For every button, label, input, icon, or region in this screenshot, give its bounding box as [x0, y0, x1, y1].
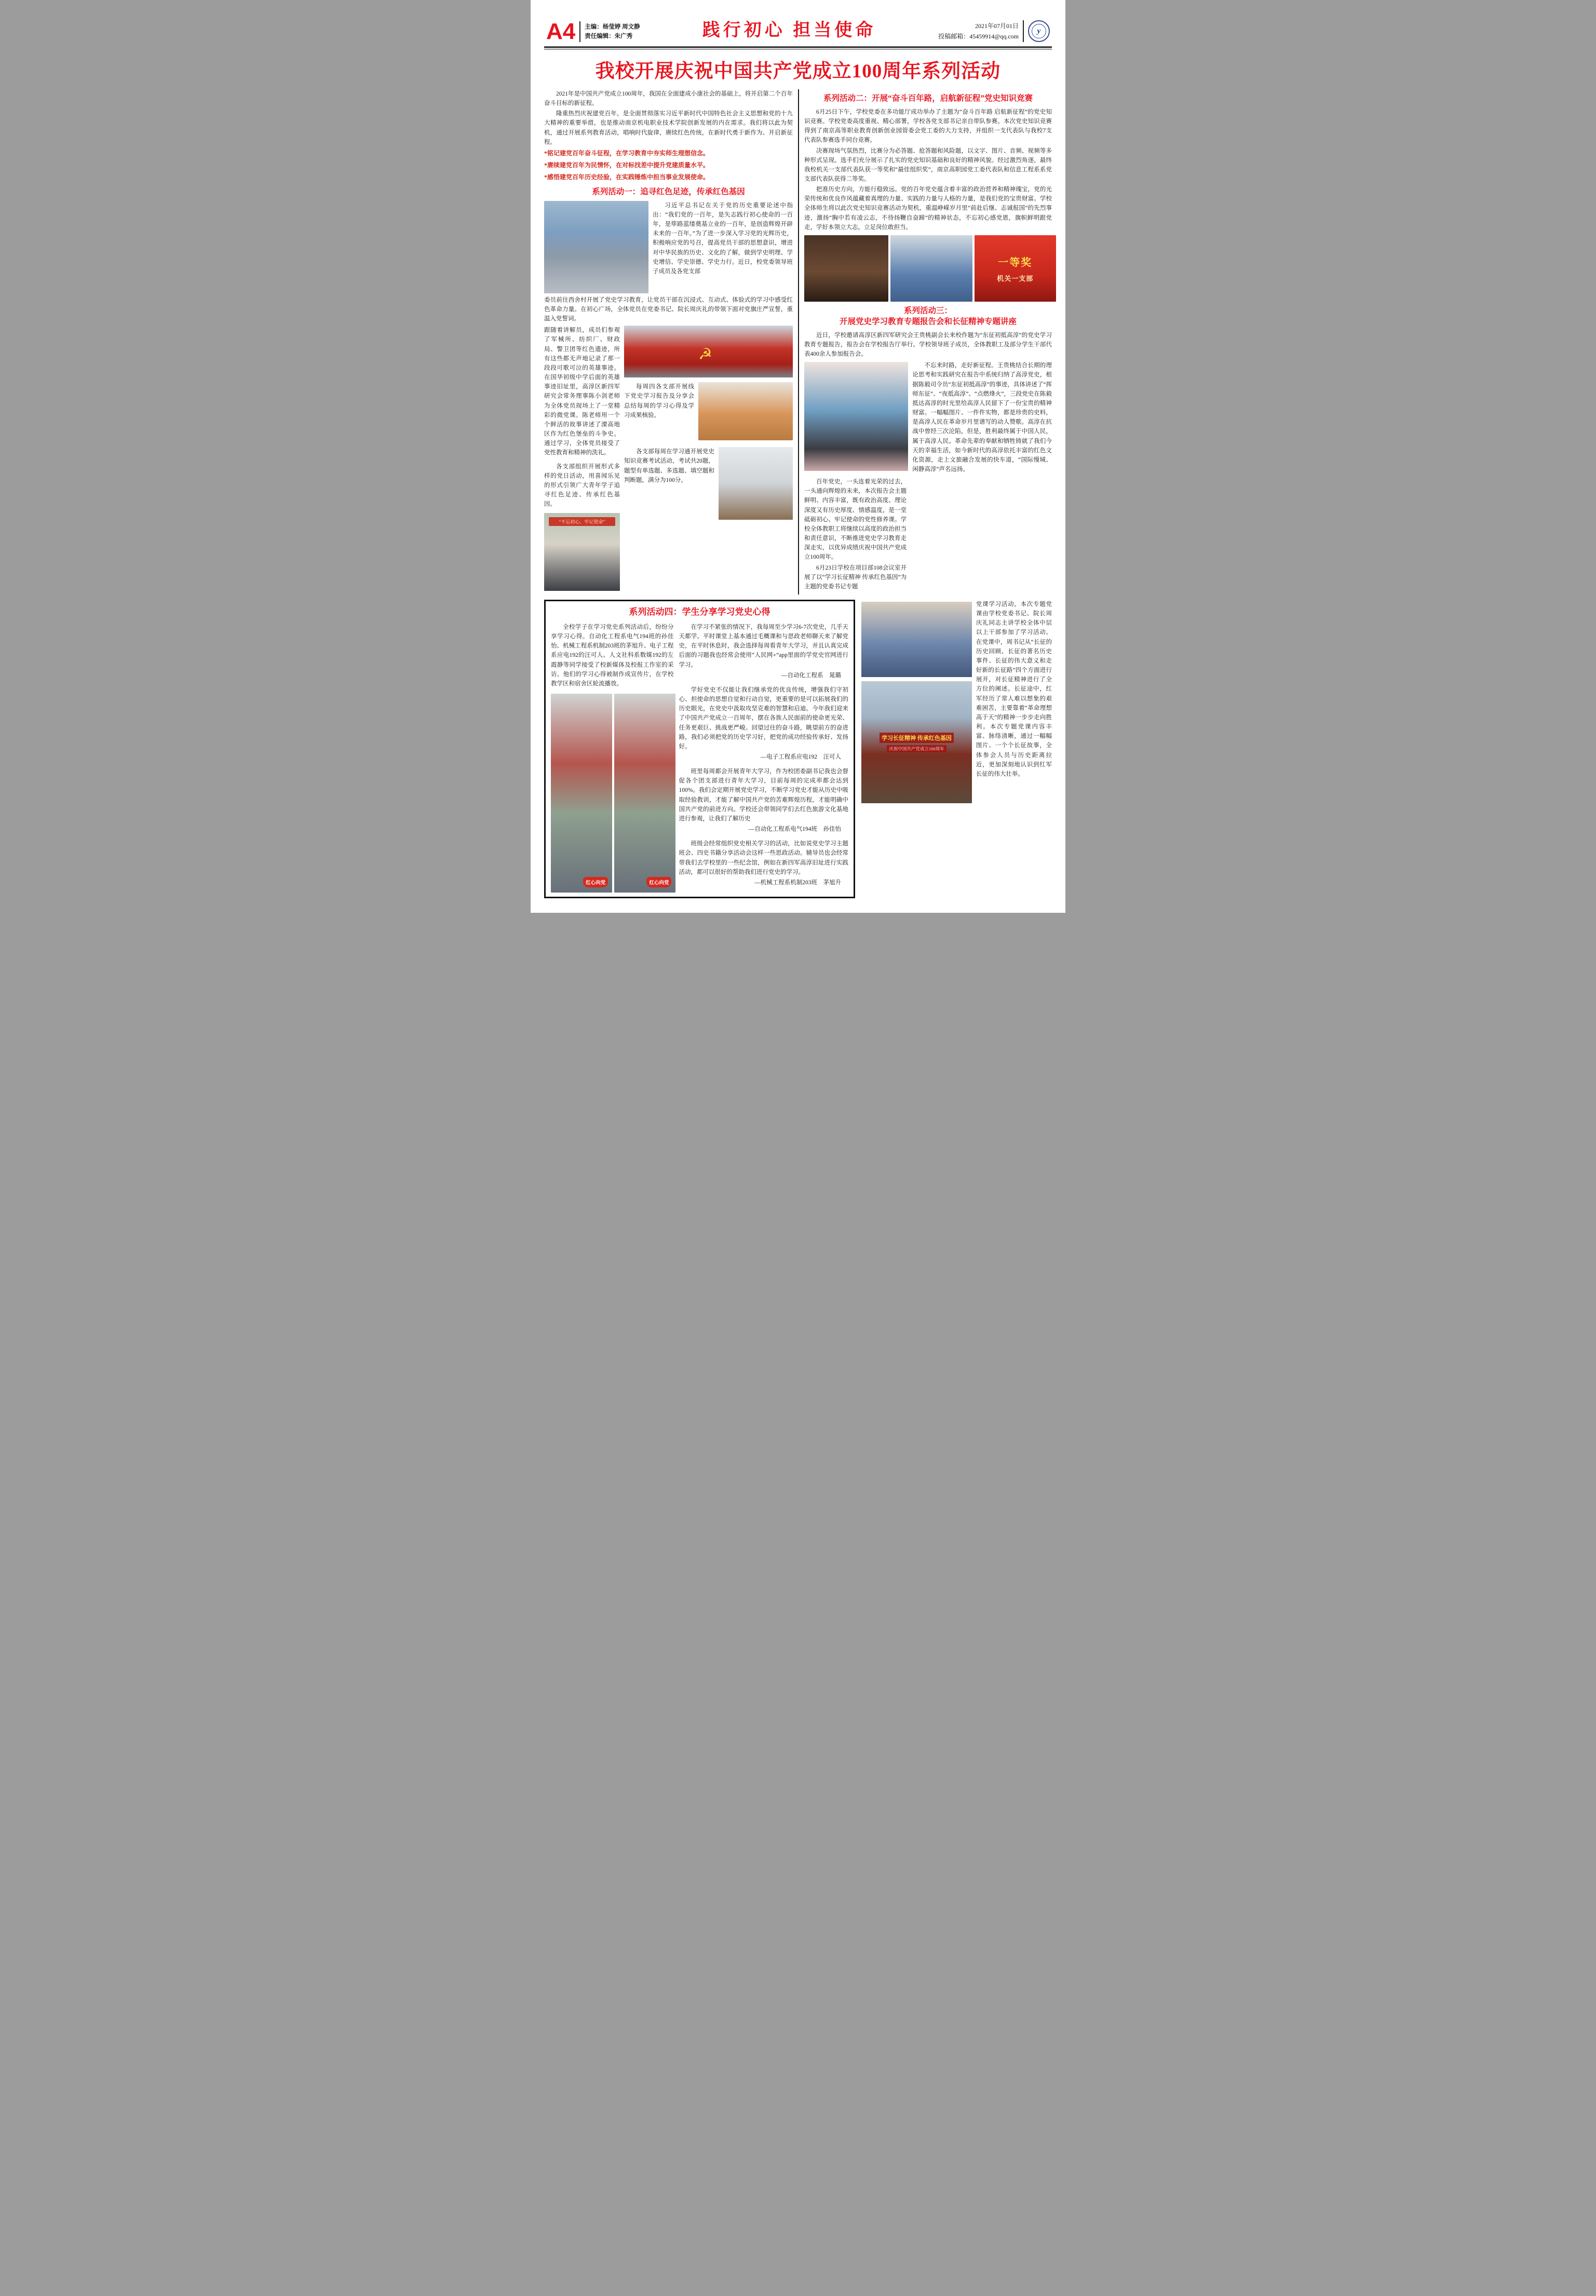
section4-box: [544, 600, 855, 898]
chief-editor-line: 主编：杨莹婷 周文静: [585, 23, 640, 30]
school-logo-glyph: y: [1032, 24, 1046, 38]
section1-title: 系列活动一：追寻红色足迹，传承红色基因: [592, 187, 745, 196]
party-class-block: [861, 600, 1052, 804]
meeting-screen-line2: 庆祝中国共产党成立100周年: [887, 745, 946, 752]
section1-row1: [544, 201, 793, 293]
section1-paragraph-4: 各支部组织开展形式多样的党日活动，用喜闻乐见的形式引领广大青年学子追寻红色足迹、传承红色基因。: [544, 463, 620, 508]
slogan-bullet-1: *铭记建党百年奋斗征程，在学习教育中夯实师生理想信念。: [544, 149, 710, 157]
photo-meeting-room-screen: [861, 681, 972, 803]
meeting-screen-line1: 学习长征精神 传承红色基因: [880, 733, 954, 743]
section3-body-2: [804, 477, 1052, 592]
award-screen-line2: 机关一支部: [997, 274, 1034, 282]
photo-students-studying: [698, 382, 793, 440]
section1-paragraph-3: 跟随着讲解员，成员们参观了军械所、纺织厂、财政局、警卫团等红色遗迹，所有这些都无声地记录了那一段段可歌可泣的英雄事迹。在国华初级中学后面的英雄事迹旧址里，高淳区新四军研究会常务理事陈小剑老师为全体党员现场上了一堂精彩的微党课。陈老师用一个个鲜活的故事讲述了溧高地区作为红色堡垒的斗争史。通过学习，全体党员接受了党性教育和精神的洗礼。: [544, 327, 620, 456]
page-number-label: A4: [546, 19, 576, 45]
section1-paragraph-2: 委员前往西舍村开展了党史学习教育，让党员干部在沉浸式、互动式、体验式的学习中感受红色革命力量。在初心广场，全体党员在党委书记、院长周庆礼的带领下面对党旗庄严宣誓，重温入党誓词。: [544, 296, 793, 322]
section3-paragraph-4a: 6月23日学校在项目部108会议室开展了以“学习长征精神 传承红色基因”为主题的党委书记专题: [804, 564, 907, 590]
section3-body-1: [804, 361, 1052, 475]
section4-paragraph-1: 全校学子在学习党史系列活动后，纷纷分享学习心得。自动化工程系电气194班的孙佳怡、机械工程系机制203班的茅旭升、电子工程系应电192的汪可人、人文社科系数媒192的左霞静等同学接受了校新媒体及校报工作室的采访。他们的学习心得被制作成宣传片，在学校教学区和宿舍区轮流播放。: [551, 624, 674, 687]
stage-backdrop-text: “不忘初心、牢记使命”: [549, 517, 616, 526]
newspaper-page: [531, 0, 1065, 913]
student-quote-1: [679, 623, 848, 680]
issue-date: 2021年07月01日: [975, 22, 1019, 30]
photo-interview-1: [551, 694, 612, 893]
masthead-left: [546, 19, 640, 45]
submission-email: 投稿邮箱：45459914@qq.com: [938, 33, 1019, 40]
section4-title: 系列活动四：学生分享学习党史心得: [629, 607, 770, 617]
school-logo-icon: [1028, 20, 1050, 42]
photo-salute-ceremony: [544, 201, 648, 293]
photo-lecture-speaker: [804, 362, 908, 471]
bottom-right-block: [861, 600, 1052, 898]
masthead-title: 践行初心 担当使命: [702, 21, 876, 40]
student-quote-2-text: 学好党史不仅能让我们继承党的优良传统，增强我们守初心、担使命的思想自觉和行动自觉，更重要的是可以拓展我们的历史眼光，在党史中汲取攻坚克难的智慧和启迪。今年我们迎来了中国共产党成立一百周年，摆在各族人民面前的使命更光荣、任务更艰巨、挑战更严峻。回望过往的奋斗路，眺望前方的奋进路，我们必须把党的历史学习好，把党的成功经验传承好、发扬好。: [679, 686, 849, 750]
photo-stage-activity: [544, 513, 620, 591]
student-quote-3-signature: —自动化工程系电气194班 孙佳怡: [748, 826, 842, 833]
intro-paragraph-2: 隆重热烈庆祝建党百年，是全面贯彻落实习近平新时代中国特色社会主义思想和党的十九大精神的重要举措，也是推动南京机电职业技术学院创新发展的内在需求。我们将以此为契机，通过开展系列教育活动，唱响时代旋律，赓续红色传统，在新时代勇于新作为、开启新征程。: [544, 111, 793, 145]
section3-title-line2: 开展党史学习教育专题报告会和长征精神专题讲座: [839, 317, 1017, 326]
student-quote-2-signature: —电子工程系应电192 汪可人: [760, 753, 842, 760]
student-quote-4-text: 班级会经常组织党史相关学习的活动，比如说党史学习主题班会、四史书籍分享活动会这样一些思政活动。辅导员也会经常带我们去学校里的一些纪念馆，例如在新四军高淳旧址进行实践活动，都可以很好的帮助我们进行党史的学习。: [679, 841, 849, 875]
section2-photo-row: [804, 235, 1052, 302]
photo-classroom-report: [719, 447, 793, 520]
section1-row4: [624, 447, 793, 520]
main-columns: [544, 89, 1052, 595]
section1-row3: [624, 382, 793, 440]
student-quote-4: [679, 839, 848, 887]
photo-contest-audience: [890, 235, 972, 302]
hammer-sickle-icon: ☭: [698, 346, 712, 363]
left-column: [544, 89, 798, 595]
section1-narrow-subcolumn: [544, 326, 620, 591]
section1-paragraph-5: 每周四各支部开展线下党史学习报告及分享会总结每周的学习心得及学习成果核验。: [624, 384, 695, 418]
section3-title-line1: 系列活动三：: [903, 306, 952, 315]
slogan-bullet-2: *赓续建党百年为民情怀，在对标找差中提升党建质量水平。: [544, 161, 710, 169]
interview-prop-text-1: 红心向党: [583, 877, 608, 887]
masthead-rule: [544, 46, 1052, 50]
masthead-right: [938, 20, 1050, 42]
section2-paragraph-3: 把准历史方向，方能行稳致远。党的百年党史蕴含着丰富的政治营养和精神瑰宝，党的光荣传统和优良作风蕴藏着真理的力量、实践的力量与人格的力量，是我们党的宝贵财富。学校全体师生将以此次党史知识竞赛活动为契机，重温峥嵘岁月里“前赴后继、志诚报国”的先烈事迹，激扬“胸中若有凌云志，不待扬鞭自奋蹄”的精神状态，不忘初心感党恩，旗帜鲜明跟党走，学好本领立大志，立足岗位敢担当。: [804, 186, 1052, 231]
section2-paragraph-2: 决赛现场气氛热烈，比赛分为必答题、抢答题和风险题，以文字、图片、音频、视频等多种形式呈现。选手们充分展示了扎实的党史知识基础和良好的精神风貌。经过激烈角逐，最终我校机关一支部代表队获一等奖和“最佳组织奖”，南京高职园党工委代表队和信息工程系系党支部代表队获得二等奖。: [804, 147, 1052, 183]
photo-award-screen: [975, 235, 1056, 302]
party-class-paragraph: 党课学习活动。本次专题党课由学校党委书记、院长周庆礼同志主讲学校全体中层以上干部参加了学习活动。在党课中，周书记从“长征的历史回顾、长征的著名历史事件、长征的伟大意义和走好新的长征路”四个方面进行展开，对长征精神进行了全方位的阐述。长征途中，红军经历了常人难以想象的艰难困苦，主要靠着“革命理想高于天”的精神一步步走向胜利。本次专题党课内容丰富、脉络清晰，通过一幅幅图片、一个个长征故事，全体参会人员与历史距离拉近，更加深刻地认识到红军长征的伟大壮举。: [976, 601, 1052, 777]
photo-party-class-audience: [861, 602, 972, 677]
date-email-block: [938, 21, 1019, 42]
responsible-editor-line: 责任编辑：朱广秀: [585, 33, 633, 40]
section4-quotes-column: [679, 623, 848, 893]
student-quote-2: [679, 685, 848, 762]
editors-block: [585, 22, 640, 42]
student-quote-4-signature: —机械工程系机制203班 茅旭升: [754, 879, 842, 886]
student-quote-3: [679, 767, 848, 834]
section2-paragraph-1: 6月25日下午，学校党委在多功能厅成功举办了主题为“奋斗百年路 启航新征程”的党史知识竞赛。学校党委高度重视、精心部署，学校各党支部书记亲自带队参赛。本次党史知识竞赛得到了南京高等职业教育创新创业园管委会党工委的大力支持，并组织一支代表队与我校7支代表队参赛选手同台竞赛。: [804, 109, 1052, 144]
section4-photo-row: [551, 694, 673, 893]
section3-title: [804, 306, 1052, 328]
slogan-bullet-3: *感悟建党百年历史经验，在实践锤炼中担当事业发展使命。: [544, 173, 710, 181]
section1-row2: [544, 326, 793, 591]
bottom-row: [544, 600, 1052, 898]
section4-inner: [551, 623, 848, 893]
section1-paragraph-1: 习近平总书记在关于党的历史重要论述中指出：“我们党的一百年，是矢志践行初心使命的一百年，是筚路蓝缕奠基立业的一百年，是创造辉煌开辟未来的一百年。”为了进一步深入学习党的光辉历史，积极响应党的号召，提高党员干部的思想意识，增进对中华民族的历史、文化的了解，做到学史明理、学史增信、学史崇德、学史力行。近日，校党委领导班子成员及各党支部: [653, 202, 793, 275]
section3-paragraph-2: 不忘来时路，走好新征程。王贵桃结合长期的理论思考和实践研究在报告中系统归纳了高淳党史，根据陈毅司令员“东征初抵高淳”的事迹，具体讲述了“挥师东征”、“夜抵高淳”、“点燃烽火”，三段党史在陈毅抵达高淳的时光里给高淳人民留下了一份宝贵的精神财富。一幅幅图片、一件件实物，都是珍贵的史料，是高淳人民在革命岁月里谱写的动人赞歌。高淳在抗战中曾经三次沦陷，但是，胜利最终属于中国人民，属于高淳人民。革命先辈的奉献和牺牲铸就了我们今天的幸福生活，如今新时代的高淳依托丰富的红色文化资源，走上文旅融合发展的快车道，“国际慢城、闲静高淳”声名远扬。: [912, 362, 1052, 472]
photo-report-hall: [911, 478, 1052, 585]
photo-party-flag-group: [624, 326, 793, 377]
photo-interview-2: [614, 694, 675, 893]
award-screen-line1: 一等奖: [998, 256, 1033, 268]
student-quote-1-text: 在学习不紧张的情况下，我每周至少学习6-7次党史，几乎天天都学。平时课堂上基本通过毛概课和与思政老师聊天来了解党史，在平时休息时，我会选择每周看青年大学习，并且认真完成后面的习题我也经常会使用“人民网+”app里面的学党史官网进行学习。: [679, 624, 849, 668]
section3-paragraph-1: 近日，学校邀请高淳区新四军研究会王贵桃副会长来校作题为“东征初抵高淳”的党史学习教育专题报告，报告会在学校报告厅举行。学校领导班子成员，全体教职工及部分学生干部代表400余人参加报告会。: [804, 332, 1052, 358]
masthead-divider: [579, 21, 580, 42]
student-quote-3-text: 班里每周都会开展青年大学习，作为校团委副书记我也会督促各个团支部进行青年大学习，目前每周的完成率都会达到100%。我们会定期开展党史学习，不断学习党史才能从历史中吸取经验教训，才能了解中国共产党的苦难辉煌历程，才能明确中国共产党的前进方向。学校还会带领同学们去红色旅游文化基地进行参观，让我们了解历史: [679, 768, 849, 822]
student-quote-1-signature: —自动化工程系 晁璐: [781, 672, 842, 679]
section1-paragraph-6: 各支部每周在学习通开展党史知识竞赛考试活动，考试共20题，题型有单选题、多选题、填空题和判断题，满分为100分。: [624, 449, 715, 483]
masthead-divider-right: [1023, 20, 1024, 42]
main-headline: 我校开展庆祝中国共产党成立100周年系列活动: [595, 61, 1001, 82]
section2-title: 系列活动二：开展“奋斗百年路，启航新征程”党史知识竞赛: [823, 94, 1033, 103]
masthead: [544, 16, 1052, 45]
section4-left-column: [551, 623, 673, 893]
photo-exhibition-hall: [804, 235, 888, 302]
bottom-right-photos: [861, 602, 972, 803]
section3-paragraph-3: 百年党史，一头连着光荣的过去，一头通向辉煌的未来，本次报告会主题鲜明、内容丰富，既有政治高度、理论深度又有历史厚度、情感温度，是一堂砥砺初心、牢记使命的党性修养课。学校全体教职工将继续以高度的政治担当和责任意识，不断推进党史学习教育走深走实，以优异成绩庆祝中国共产党成立100周年。: [804, 479, 907, 561]
intro-paragraph-1: 2021年是中国共产党成立100周年，我国在全面建成小康社会的基础上，将开启第二个百年奋斗目标的新征程。: [544, 91, 793, 107]
section1-wide-subcolumn: [624, 326, 793, 591]
right-column: [798, 89, 1052, 595]
interview-prop-text-2: 红心向党: [646, 877, 671, 887]
